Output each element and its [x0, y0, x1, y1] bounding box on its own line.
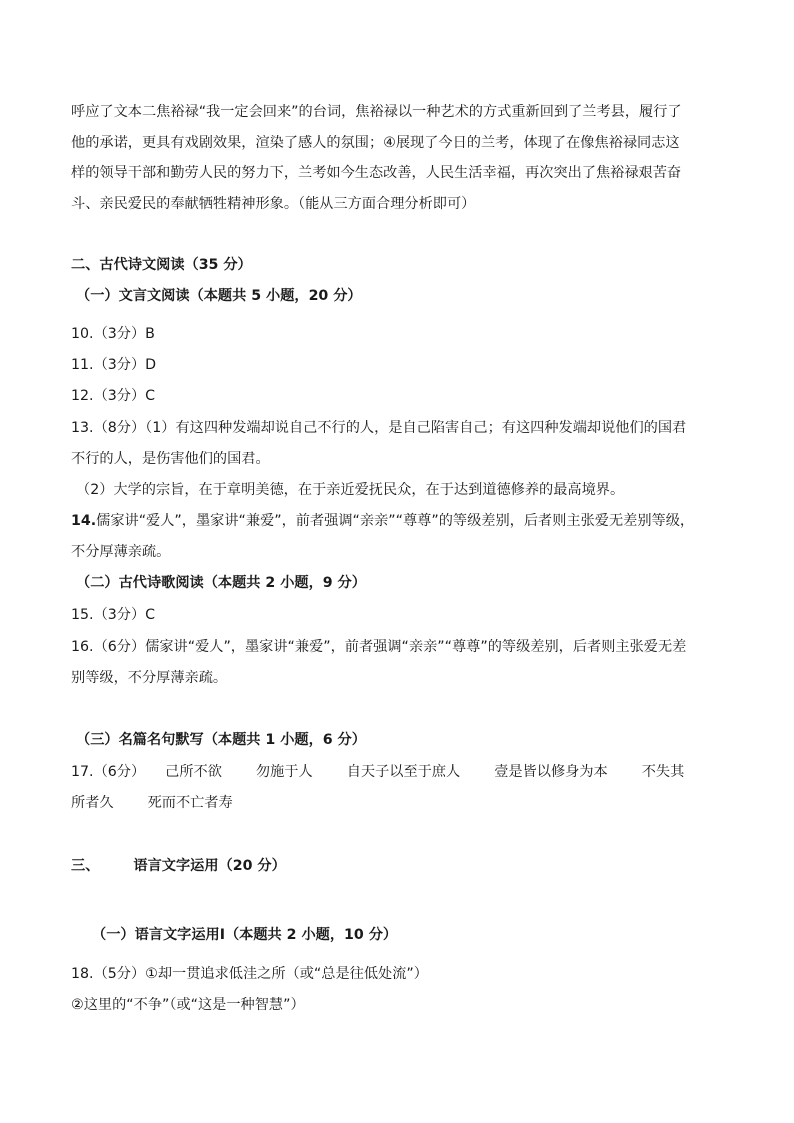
answer-17-part: 勿施于人 — [255, 764, 313, 780]
subsection-title: （二）古代诗歌阅读（本题共 2 小题，9 分） — [76, 575, 366, 591]
answer-17-part: 死而不亡者寿 — [147, 795, 233, 811]
answer-17-part: 所者久 — [71, 795, 114, 811]
answer-14-line-1 — [71, 511, 734, 531]
answer-14-line-2: 不分厚薄亲疏。 — [71, 544, 171, 560]
answer-17-line-2 — [71, 793, 734, 813]
text-line: 他的承诺，更具有戏剧效果，渲染了感人的氛围；④展现了今日的兰考，体现了在像焦裕禄同志这 — [71, 135, 680, 151]
answer-13-line-1 — [71, 418, 734, 438]
text-line: 斗、亲民爱民的奉献牺牲精神形象。（能从三方面合理分析即可） — [71, 196, 476, 212]
answer-13-number: 13.（8分） — [71, 420, 146, 436]
answer-17-line-1 — [71, 762, 734, 782]
answer-14-text: 儒家讲“爱人”，墨家讲“兼爱”，前者强调“亲亲”“尊尊”的等级差别，后者则主张爱无差别等级， — [96, 513, 695, 529]
answer-10: 10.（3分）B — [71, 326, 155, 342]
answer-17-number: 17.（6分） — [71, 764, 146, 780]
answer-13-line-3: （2）大学的宗旨，在于章明美德，在于亲近爱抚民众，在于达到道德修养的最高境界。 — [76, 482, 625, 498]
answer-16-line-2: 别等级，不分厚薄亲疏。 — [71, 670, 228, 686]
subsection-title: （三）名篇名句默写（本题共 1 小题，6 分） — [76, 732, 366, 748]
section-title — [71, 856, 734, 876]
answer-15: 15.（3分）C — [71, 607, 156, 623]
section-title-text: 语言文字运用（20 分） — [133, 858, 286, 874]
answer-18-line-1: 18.（5分）①却一贯追求低洼之所（或“总是往低处流”） — [71, 966, 428, 982]
answer-16-line-1: 16.（6分）儒家讲“爱人”，墨家讲“兼爱”，前者强调“亲亲”“尊尊”的等级差别，后者则主张爱无差 — [71, 639, 687, 655]
answer-17-part: 己所不欲 — [165, 764, 222, 780]
answer-14-number: 14. — [71, 513, 97, 529]
answer-17-part: 自天子以至于庶人 — [346, 764, 461, 780]
answer-11: 11.（3分）D — [71, 357, 157, 373]
subsection-title: （一）文言文阅读（本题共 5 小题，20 分） — [76, 288, 362, 304]
subsection-title: （一）语言文字运用Ⅰ（本题共 2 小题，10 分） — [92, 927, 398, 943]
section-number: 三、 — [71, 858, 100, 874]
section-title: 二、古代诗文阅读（35 分） — [71, 257, 252, 273]
answer-17-part: 壹是皆以修身为本 — [494, 764, 608, 780]
answer-13-text: （1）有这四种发端却说自己不行的人，是自己陷害自己；有这四种发端却说他们的国君 — [145, 420, 687, 436]
text-line: 呼应了文本二焦裕禄“我一定会回来”的台词，焦裕禄以一种艺术的方式重新回到了兰考县，履行了 — [71, 104, 682, 120]
answer-18-line-2: ②这里的“不争”（或“这是一种智慧”） — [71, 997, 305, 1013]
answer-17-part: 不失其 — [641, 764, 685, 780]
answer-13-line-2: 不行的人，是伤害他们的国君。 — [71, 451, 270, 467]
text-line: 样的领导干部和勤劳人民的努力下，兰考如今生态改善，人民生活幸福，再次突出了焦裕禄艰苦奋 — [71, 165, 682, 181]
answer-12: 12.（3分）C — [71, 388, 156, 404]
